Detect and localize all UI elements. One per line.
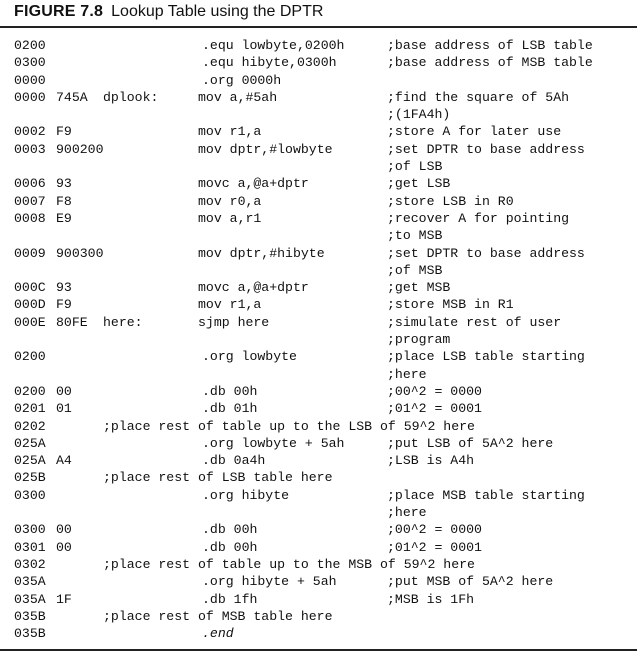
comment: ;of LSB — [387, 159, 443, 175]
listing-line — [0, 37, 637, 54]
instruction: movc a,@a+dptr — [198, 176, 309, 192]
instruction: sjmp here — [198, 314, 270, 330]
listing-line — [0, 418, 637, 435]
address: 000C — [14, 280, 46, 296]
object-code: 93 — [56, 280, 72, 296]
address: 0300 — [14, 487, 46, 503]
comment: ;00^2 = 0000 — [387, 522, 482, 538]
listing-line — [0, 210, 637, 227]
comment: ;store LSB in R0 — [387, 193, 514, 209]
object-code: F9 — [56, 124, 72, 140]
listing-line — [0, 279, 637, 296]
code-listing — [0, 37, 637, 642]
instruction: mov r1,a — [198, 297, 262, 313]
top-rule — [0, 26, 637, 28]
listing-line — [0, 591, 637, 608]
address: 0200 — [14, 383, 46, 399]
address: 0202 — [14, 418, 46, 434]
figure-caption: Lookup Table using the DPTR — [111, 3, 324, 20]
listing-line — [0, 314, 637, 331]
address: 0000 — [14, 89, 46, 105]
comment: ;here — [387, 505, 427, 521]
comment: ;get MSB — [387, 280, 451, 296]
instruction: mov r1,a — [198, 124, 262, 140]
comment: ;01^2 = 0001 — [387, 539, 482, 555]
listing-line — [0, 72, 637, 89]
listing-line — [0, 106, 637, 123]
address: 0200 — [14, 349, 46, 365]
directive: .org 0000h — [202, 72, 282, 88]
address: 0300 — [14, 522, 46, 538]
address: 0300 — [14, 55, 46, 71]
directive: .db 00h — [202, 539, 258, 555]
address: 035B — [14, 626, 46, 642]
comment: ;LSB is A4h — [387, 453, 475, 469]
address: 0003 — [14, 141, 46, 157]
address: 000D — [14, 297, 46, 313]
listing-line — [0, 366, 637, 383]
instruction: movc a,@a+dptr — [198, 280, 309, 296]
comment: ;base address of MSB table — [387, 55, 593, 71]
object-code: 00 — [56, 383, 72, 399]
listing-line — [0, 383, 637, 400]
directive: .db 0a4h — [202, 453, 266, 469]
comment: ;put LSB of 5A^2 here — [387, 435, 554, 451]
comment: ;here — [387, 366, 427, 382]
address: 035A — [14, 574, 46, 590]
object-code: 00 — [56, 522, 72, 538]
full-comment: ;place rest of table up to the LSB of 59^2 here — [103, 418, 475, 434]
comment: ;(1FA4h) — [387, 107, 451, 123]
comment: ;base address of LSB table — [387, 38, 593, 53]
instruction: mov a,r1 — [198, 210, 262, 226]
listing-line — [0, 469, 637, 486]
address: 000E — [14, 314, 46, 330]
comment: ;store MSB in R1 — [387, 297, 514, 313]
instruction: mov dptr,#lowbyte — [198, 141, 333, 157]
bottom-rule — [0, 649, 637, 651]
address: 0009 — [14, 245, 46, 261]
directive: .org hibyte + 5ah — [202, 574, 337, 590]
listing-line — [0, 54, 637, 71]
object-code: 1F — [56, 591, 72, 607]
comment: ;place MSB table starting — [387, 487, 585, 503]
listing-line — [0, 539, 637, 556]
comment: ;01^2 = 0001 — [387, 401, 482, 417]
object-code: 900200 — [56, 141, 104, 157]
object-code: 00 — [56, 539, 72, 555]
address: 0002 — [14, 124, 46, 140]
full-comment: ;place rest of MSB table here — [103, 608, 333, 624]
listing-line — [0, 625, 637, 642]
comment: ;recover A for pointing — [387, 210, 570, 226]
comment: ;find the square of 5Ah — [387, 89, 570, 105]
object-code: 900300 — [56, 245, 104, 261]
address: 0201 — [14, 401, 46, 417]
instruction: mov dptr,#hibyte — [198, 245, 325, 261]
object-code: 93 — [56, 176, 72, 192]
comment: ;set DPTR to base address — [387, 245, 585, 261]
label: here: — [103, 314, 143, 330]
directive: .org lowbyte + 5ah — [202, 435, 345, 451]
directive: .org lowbyte — [202, 349, 297, 365]
directive: .db 1fh — [202, 591, 258, 607]
directive: .db 01h — [202, 401, 258, 417]
address: 025A — [14, 435, 46, 451]
listing-line — [0, 487, 637, 504]
address: 0006 — [14, 176, 46, 192]
listing-line — [0, 348, 637, 365]
comment: ;put MSB of 5A^2 here — [387, 574, 554, 590]
directive: .db 00h — [202, 383, 258, 399]
listing-line — [0, 573, 637, 590]
listing-line — [0, 521, 637, 538]
object-code: E9 — [56, 210, 72, 226]
directive: .db 00h — [202, 522, 258, 538]
address: 035B — [14, 608, 46, 624]
instruction: mov a,#5ah — [198, 89, 278, 105]
object-code: 01 — [56, 401, 72, 417]
listing-line — [0, 227, 637, 244]
listing-line — [0, 504, 637, 521]
listing-line — [0, 123, 637, 140]
object-code: F8 — [56, 193, 72, 209]
comment: ;MSB is 1Fh — [387, 591, 475, 607]
figure-title — [14, 0, 323, 24]
listing-line — [0, 141, 637, 158]
label: dplook: — [103, 89, 159, 105]
full-comment: ;place rest of table up to the MSB of 59^2 here — [103, 556, 475, 572]
address: 0301 — [14, 539, 46, 555]
figure-number: FIGURE 7.8 — [14, 3, 104, 20]
comment: ;to MSB — [387, 228, 443, 244]
address: 0000 — [14, 72, 46, 88]
address: 0200 — [14, 38, 46, 53]
listing-line — [0, 158, 637, 175]
address: 0007 — [14, 193, 46, 209]
comment: ;00^2 = 0000 — [387, 383, 482, 399]
listing-line — [0, 193, 637, 210]
directive: .equ lowbyte,0200h — [202, 38, 345, 53]
object-code: A4 — [56, 453, 72, 469]
end-directive: .end — [202, 626, 234, 642]
comment: ;place LSB table starting — [387, 349, 585, 365]
full-comment: ;place rest of LSB table here — [103, 470, 333, 486]
listing-line — [0, 452, 637, 469]
listing-line — [0, 400, 637, 417]
comment: ;of MSB — [387, 262, 443, 278]
comment: ;program — [387, 332, 451, 348]
comment: ;store A for later use — [387, 124, 562, 140]
listing-line — [0, 331, 637, 348]
object-code: F9 — [56, 297, 72, 313]
listing-line — [0, 608, 637, 625]
comment: ;simulate rest of user — [387, 314, 562, 330]
address: 025B — [14, 470, 46, 486]
instruction: mov r0,a — [198, 193, 262, 209]
listing-line — [0, 262, 637, 279]
address: 0302 — [14, 556, 46, 572]
listing-line — [0, 556, 637, 573]
listing-line — [0, 89, 637, 106]
address: 025A — [14, 453, 46, 469]
listing-line — [0, 435, 637, 452]
listing-line — [0, 245, 637, 262]
object-code: 745A — [56, 89, 88, 105]
address: 0008 — [14, 210, 46, 226]
comment: ;get LSB — [387, 176, 451, 192]
directive: .equ hibyte,0300h — [202, 55, 337, 71]
directive: .org hibyte — [202, 487, 290, 503]
listing-line — [0, 175, 637, 192]
address: 035A — [14, 591, 46, 607]
listing-line — [0, 296, 637, 313]
comment: ;set DPTR to base address — [387, 141, 585, 157]
object-code: 80FE — [56, 314, 88, 330]
